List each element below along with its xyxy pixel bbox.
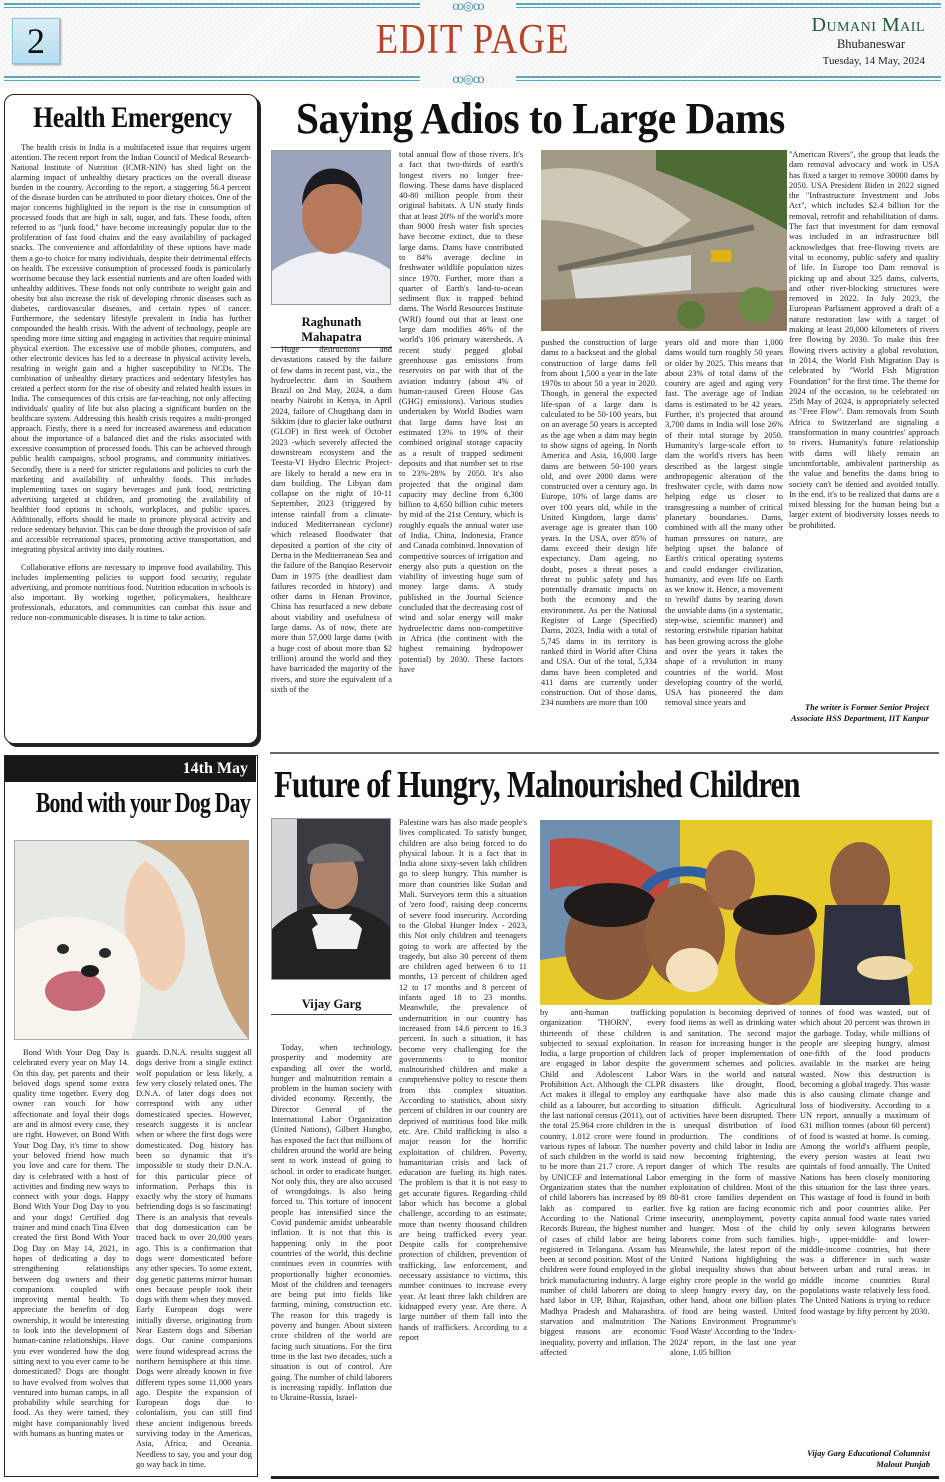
newspaper-city: Bhubaneswar bbox=[836, 37, 905, 51]
section-title: EDIT PAGE bbox=[375, 17, 570, 63]
author-photo-raghunath bbox=[271, 150, 391, 305]
dams-column-4 bbox=[665, 338, 783, 748]
dams-column-2 bbox=[399, 150, 523, 747]
masthead bbox=[0, 0, 945, 88]
paragraph: "American Rivers", the group that leads the dam removal advocacy and work in USA has fixed a target to remove 30000 dams by 2050. USA President Biden in 2022 signed the "Infrastructure Investment and Jobs Act", which includes $2.4 billion for the removal, retrofit and rehabilitation of dams. The fact that investment for dam removal was included in an infrastructure bill acknowledges that free-flowing rivers are vital to economy, public safety and quality of life. In Europe too Dam removal is picking up and about 325 dams, culverts, and other river-blocking structures were removed in 2022. In July 2023, the European Parliament approved a draft of a nature restoration law with a target of making at least 20,000 kilometers of rivers free flowing by 2030. To make this free flowing rivers activity a global revolution, in 2014, the World Fish Migration Day is celebrated by "World Fish Migration Foundation" for the first time. The theme for 2024 of the occasion, to be celebrated on 25th May of 2024, is appropriately selected as "Free Flow". Dam removals from South Africa to Switzerland are signaling a transformation in many countries' approach to rivers. Humanity's future relationship with dams will likely remain an uncomfortable, ambivalent partnership as the value and benefits the dams bring to society can't be denied and avoided totally. In the end, it's to be realized that dams are a mixed blessing for the human being but a larger extent of biodiversity losses needs to be prohibited. bbox=[789, 150, 939, 530]
dams-column-1 bbox=[271, 345, 392, 745]
children-photo-illustration bbox=[540, 820, 932, 1005]
paragraph: Huge destructions and devastations caused by the failure of few dams in recent past, viz., the hydroelectric dam in Southern Brazil on 2nd May, 2024, a dam nearby Nairobi in Kenya, in April 2024, failure of Chugthang dam in Sikkim (due to glacier lake outburst (GLOF) in first week of October 2023 -which severely affected the downstream ecosystem and the Teesta-VI Hydro Electric Project- are likely to herald a new era in dam building. The Libyan dam collapse on the night of 10-11 September, 2023 (triggered by intense rainfall from a climate-induced Mediterranean cyclone) which released floodwater that deposited a portion of the city of Derna in the Mediterranean Sea and the failure of the Banqiao Reservoir Dam in 1975 (the deadliest dam failures recorded in history) and other dams in Henan Province, China has resurfaced a new debate about viability and usefulness of large dams. As of now, there are more than 57,000 large dams (with a huge cost of about more than $2 trillion) around the world and they have barricaded the majority of the rivers, and store the equivalent of a sixth of the bbox=[271, 345, 392, 694]
scroll-ornament-icon: ꝏ◎ꝏ bbox=[420, 72, 516, 86]
bottom-rule bbox=[271, 1476, 939, 1479]
dams-column-5 bbox=[789, 150, 939, 700]
paragraph: total annual flow of those rivers. It's a fact that two-thirds of earth's longest rivers no longer free-flowing. These dams have displaced 40-80 million people from their original habitats. A UN study finds that at least 20% of the world's more than 9000 fresh water fish species have become extinct, due to these large dams. Dams have contributed to 84% average decline in freshwater wildlife population sizes since 1970. Further, more than a quarter of Earth's land-to-ocean sediment flux is trapped behind dams. The World Resources Institute (WRI) found out that at least one large dam modifies 46% of the world's 106 primary watersheds. A recent study pegged global greenhouse gas emissions from reservoirs on par with that of the aviation industry (about 4% of human-caused Green House Gas (GHG) emissions). Various studies undertaken by World Bodies warn that large dams have lost an estimated 13% to 19% of their combined original storage capacity as a result of trapped sediment deposits and that number set to rise to 23%-28% by 2050. It's also projected that the original dam capacity may decline from 6,300 billion to 4,650 billion cubic meters by mid of the 21st Century, which is roughly equals the annual water use of India, China, Indonesia, France and Canada combined. Innovation of competitive sources of irrigation and energy also puts a question on the viability of investing huge sum of money large dams. A study published in the Journal Science concluded that the decreasing cost of wind and solar energy will make hydroelectric dams non-competitive in Africa (the continent with the highest remaining hydropower potential) by 2030. These factors have bbox=[399, 150, 523, 674]
author-photo-vijay bbox=[271, 818, 391, 980]
paragraph: tonnes of food was wasted, out of which about 20 percent was thrown in the garbage. Today, while millions of people are sleeping hungry, almost one-fifth of the food products available in the market are being wasted. Now this destruction is becoming a global tragedy. This waste is also causing climate change and loss of biodiversity. According to a UN report, annually a maximum of 631 million tonnes (about 60 percent) of food is wasted at home. Is coming. Among the world's affluent people, every person wastes at least two quintals of food annually. The United Nations has been closely monitoring this situation for the last three years. This wastage of food is found in both rich and poor countries alike. Per capita annual food waste rates varied by only seven kilograms between high-, upper-middle- and lower-middle-income countries, but there was a difference in such waste between urban and rural areas. in middle income countries Rural populations waste relatively less food. The United Nations is trying to reduce food wastage by fifty percent by 2030. bbox=[800, 1008, 930, 1316]
paragraph: years old and more than 1,000 dams would turn roughly 50 years or older by 2025. This means that about 23% of total dams of the country are aged and aging very fast. The average age of Indian dams is estimated to be 42 years. Further, it's projected that around 3,700 dams in India will lose 26% of their total storage by 2050. Humanity's large-scale effort to dam the world's rivers has been described as the largest single anthropogenic alteration of the freshwater cycle, with dams now helping edge us closer to transgressing a number of critical planetary boundaries. Dams, combined with all the many other human pressures on nature, are helping upset the balance of Earth's critical operating systems and could endanger civilization, humanity, and even life on Earth as we know it. Hence, a movement to 'rewild' dams by tearing down the unviable dams (in a systematic, step-wise, scientific manner) and restoring erstwhile riparian habitat has been growing across the globe and over the years it takes the shape of a revolution in many countries of the world. Most developing country of the world, USA has pioneered the dam removal since years and bbox=[665, 338, 783, 708]
dam-removal-photo bbox=[541, 150, 787, 331]
health-emergency-body bbox=[11, 143, 251, 739]
dog-day-title: Bond with your Dog Day bbox=[35, 788, 250, 819]
children-column-2 bbox=[399, 818, 527, 1478]
issue-date: Tuesday, 14 May, 2024 bbox=[822, 55, 925, 67]
paragraph: by anti-human trafficking organization 'THORN', every thirteenth of these children is subjected to sexual exploitation. In India, a large proportion of children are engaged in labor despite the Child and Adolescent Labor Prohibition Act. Although the CLPR Act makes it illegal to employ any child as a labourer, but according to the last national census (2011), out of the total 25.964 crore children in the country, 1.012 crore were found in various types of labour. The number of such children in the world is said to be more than 21.7 crore. A report by UNICEF and International Labor Organization states that the number of child laborers has increased by 89 lakh as compared to earlier. According to the National Crime Records Bureau, the highest number of cases of child labor are being registered in Telangana. Assam has been at second position. Most of the children were found employed in the brick manufacturing industry. A large number of child laborers are doing hard labor in UP, Bihar, Rajasthan, Madhya Pradesh and Maharashtra. starvation and malnutrition The biggest reasons are economic inequality, poverty and inflation. The affected bbox=[540, 1008, 666, 1357]
paragraph: Today, when technology, prosperity and modernity are expanding all over the world, hunger and malnutrition remain a problem in the human society with divided economy. Recently, the Director General of the International Labor Organization (United Nations), Gilbert Hungbo, has exposed the fact that millions of children around the world are being sent to work instead of going to school. in order to eradicate hunger. Not only this, they are also accused of wrongdoings. Is also being forced to. This torture of innocent people has intensified since the Covid pandemic amidst unbearable inflation. It is not that this is happening only in the poor countries of the world, this decline continues even in countries with proportionally higher economies. Most of the children and teenagers are being put into fields like farming, mining, construction etc. The reason for this tragedy is poverty and hunger. About sixteen crore children of the world are facing such situations. For the first time in the last two decades, such a situation is out of control. Are going. The number of child laborers is increasing rapidly. Inflation due to Ukraine-Russia, Israel- bbox=[271, 1043, 392, 1403]
paragraph: pushed the construction of large dams to a backseat and the global construction of large dams fell from about 1,500 a year in the late 1970s to about 50 a year in 2020. Though, in general the expected life-span of a large dam is calculated to be 50-100 years, but on an average 50 years is accepted as the age when a dam may begin to show signs of ageing. In North America and Asia, 16,000 large dams are between 50-100 years old, and over 2000 dams were constructed over a century ago. In Europe, 10% of large dams are over 100 years old, while in the United Kingdom, large dams' average age is greater than 100 years. In the USA, over 85% of dams exceed their design life expectancy. Dam ageing, no doubt, poses a threat poses a threat to public safety and has potentially dramatic impacts on both the economy and the environment. As per the National Register of Large (Specified) Dams, 2023, India with a total of 5,745 dams in its territory is ranked third in World after China and USA. Out of the total, 5,334 dams have been completed and 411 dams are currently under construction. Out of those dams, 234 numbers are more than 100 bbox=[541, 338, 657, 708]
dog-day-column-2 bbox=[136, 1048, 252, 1472]
dog-photo-illustration bbox=[15, 841, 249, 1040]
children-article-title: Future of Hungry, Malnourished Children bbox=[274, 764, 800, 806]
dog-day-date-banner: 14th May bbox=[5, 756, 256, 782]
dog-and-woman-photo bbox=[14, 840, 249, 1040]
paragraph: population is becoming deprived of food items as well as drinking water and sanitation. The second major reason for increasing hunger is the lack of proper implementation of government schemes and policies. Wars in the world and natural disasters like drought, flood, earthquake have also made this situation difficult. Agricultural activities have been disrupted. There is unequal distribution of food production. The conditions of poverty and child labor in India are now becoming frightening, the danger of which The results are emerging in the form of massive exploitation of children. Most of the 80-81 crore families dependent on five kg ration are facing economic insecurity, unemployment, poverty and hunger. Most of the child laborers come from such families. Meanwhile, the latest report of the United Nations highlighting the global inequality shows that about eighty crore people in the world go to sleep hungry every day, on the other hand, about one billion plates of food are being wasted. United Nations Environment Programme's 'Food Waste' According to the 'Index-2024' report, in the last one year alone, 1.05 billion bbox=[670, 1008, 796, 1357]
dam-photo-illustration bbox=[541, 150, 787, 331]
health-emergency-editorial bbox=[4, 94, 258, 744]
children-column-5 bbox=[800, 1008, 930, 1418]
paragraph: Collaborative efforts are necessary to improve food availability. This includes implementing policies to support food security, regulate advertising, and promote nutritious food. Nutrition education in schools is also important. By working together, policymakers, healthcare professionals, educators, and communities can combat this issue and reduce non-communicable diseases. It is time to take action. bbox=[11, 562, 251, 623]
children-column-1 bbox=[271, 1043, 392, 1475]
newspaper-name: Dumani Mail bbox=[811, 14, 925, 36]
paragraph: guards. D.N.A. results suggest all dogs derive from a single extinct wolf population or less likely, a few very closely related ones. The D.N.A. of later dogs does not correspond with any other domesticated species. However, research suggests it is unclear when or where the first dogs were domesticated. Dog history has been so dynamic that it's impossible to study their D.N.A. for this particular piece of information. Perhaps this is exactly why the story of humans befriending dogs is so fascinating! There is an analysis that reveals that dog domestication can be traced back to over 20,000 years ago. This is a confirmation that dogs were domesticated before any other species. To some extent, dog genetic patterns mirror human ones because people took their dogs with them when they moved. Early European dogs were initially diverse, originating from Near Eastern dogs and Siberian dogs. Our canine companions were found widespread across the northern hemisphere at this time. Dogs were already known in five different types some 11,000 years ago. Despite the expansion of European dogs due to colonialism, you can still find these ancient indigenous breeds surviving today in the Americas, Asia, Africa, and Oceania. Needless to say, you and your dog go way back in time. bbox=[136, 1048, 252, 1469]
children-author-byline: Vijay Garg Educational Columnist Malout Punjab bbox=[807, 1448, 930, 1469]
author-name-vijay: Vijay Garg bbox=[271, 997, 392, 1015]
paragraph: Bond With Your Dog Day is celebrated every year on May 14. On this day, pet parents and their beloved dogs spend some extra quality time together. Every dog owner can vouch for how affectionate and loyal their dogs are and in almost every case, they are right. However, on Bond With Your Dog Day, it's time to show your beloved friend how much you love and care for them. The day is celebrated with a host of activities and finding new ways to connect with your dogs. Happy Bond With Your Dog Day to you and your dogs! Certified dog trainer and mind coach Tina Elven created the first Bond With Your Dog Day on May 14, 2021, in hopes of dedicating a day to strengthening relationships between dog owners and their companions coupled with improving mental health. To appreciate the benefits of dog ownership, it would be interesting to look into the development of human-canine relationships. Have you ever wondered how the dog sitting next to you ever came to be domesticated? Dogs are thought to have evolved from wolves that ventured into human camps, in all probability while searching for food. As they were tamed, they might have companionably lived with humans as hunting mates or bbox=[13, 1048, 129, 1438]
author-portrait-illustration bbox=[272, 151, 391, 305]
article-separator bbox=[270, 752, 939, 754]
scroll-ornament-icon: ꝏ◎ꝏ bbox=[420, 0, 516, 13]
children-column-4 bbox=[670, 1008, 796, 1478]
dams-article-title: Saying Adios to Large Dams bbox=[296, 94, 785, 143]
dog-day-column-1 bbox=[13, 1048, 129, 1472]
dog-day-feature bbox=[4, 755, 258, 1477]
children-column-3 bbox=[540, 1008, 666, 1478]
dams-author-byline: The writer is Former Senior Project Associate HSS Department, IIT Kanpur bbox=[791, 703, 929, 723]
paragraph: The health crisis in India is a multifaceted issue that requires urgent attention. The recent report from the Indian Council of Medical Research-National Institute of Nutrition (ICMR-NIN) has shed light on the alarming impact of unhealthy dietary practices on the overall disease burden in the country. According to the report, a staggering 56.4 percent of the disease burden can be attributed to poor dietary choices. One of the major concerns highlighted in the report is the rise in consumption of processed foods that are high in salt, sugar, and fats. These foods, often referred to as "junk food," have become increasingly popular due to the proliferation of fast food chains and the easy availability of packaged snacks. The convenience and affordability of these options have made them a go-to choice for many individuals, despite their detrimental effects on health. The excessive consumption of processed foods is particularly worrisome because they lack essential nutrients and are often loaded with unhealthy additives. These foods not only contribute to weight gain and obesity but also increase the risk of developing chronic diseases such as diabetes, cardiovascular diseases, and certain types of cancer. Furthermore, the sedentary lifestyle prevalent in India has further compounded the health crisis. With the advent of technology, people are spending more time sitting and engaging in activities that require minimal physical exertion. The excessive use of mobile phones, computers, and other electronic devices has led to a decrease in physical activity levels, resulting in weight gain and a higher susceptibility to NCDs. The combination of unhealthy dietary practices and sedentary lifestyles has created a perfect storm for the rise of obesity and related health issues in India. The consequences of this crisis are far-reaching, not only affecting individuals' quality of life but also placing a significant burden on the healthcare system. Addressing this health crisis requires a multi-pronged approach. Firstly, there is a need for increased awareness and education about the importance of a balanced diet and the risks associated with excessive consumption of processed foods. This can be achieved through public health campaigns, school programs, and community initiatives. Secondly, there is a need for stricter regulations and policies to curb the marketing and availability of unhealthy foods. This includes implementing taxes on sugary beverages and junk food, restricting advertising targeted at children, and promoting the availability of healthier food options in schools, workplaces, and public spaces. Additionally, efforts should be made to promote physical activity and reduce sedentary behavior. This can be done through the provision of safe and accessible recreational spaces, promoting active transportation, and integrating physical activity into daily routines. bbox=[11, 143, 251, 554]
health-emergency-title: Health Emergency bbox=[33, 101, 232, 134]
author-portrait-illustration bbox=[272, 819, 391, 980]
author-name-raghunath: Raghunath Mahapatra bbox=[271, 315, 392, 348]
dams-column-3 bbox=[541, 338, 657, 748]
paragraph: Palestine wars has also made people's lives complicated. To satisfy hunger, children are also being forced to do physical labour. It is a fact that in India alone sixty-seven lakh children go to sleep hungry. This number is more than countries like Sudan and Mali. Surveyors term this a situation of 'zero food', raising deep concerns of severe food insecurity. According to the Global Hunger Index - 2023, this Not only children and teenagers going to work are affected by the tragedy, but also 30 percent of them are children aged between 6 to 11 months, 13 percent of children aged 12 to 17 months and 8 percent of infants aged 18 to 23 months. Meanwhile, the prevalence of undernutrition in our country has increased from 14.6 percent to 16.3 percent. In such a situation, it has become very challenging for the governments to monitor malnourished children and make a comprehensive policy to rescue them from this complex situation. According to statistics, about sixty percent of children in our country are deprived of nutritious food like milk etc. Are. Child trafficking is also a major reason for the horrific exploitation of children. Poverty, humanitarian crisis and lack of education are fueling its high rates. The problem is that it is not easy to get accurate figures. Regarding child labor which has become a global challenge, according to an estimate, more than twenty thousand children are being trafficked every year. Despite calls for comprehensive protection of children, prevention of trafficking, law enforcement, and necessary assistance to victims, this number continues to increase every year. At least three lakh children are kidnapped every year. Are there. A large number of them fall into the hands of traffickers. According to a report bbox=[399, 818, 527, 1342]
page-number: 2 bbox=[12, 18, 60, 64]
children-eating-bread-photo bbox=[540, 820, 932, 1005]
